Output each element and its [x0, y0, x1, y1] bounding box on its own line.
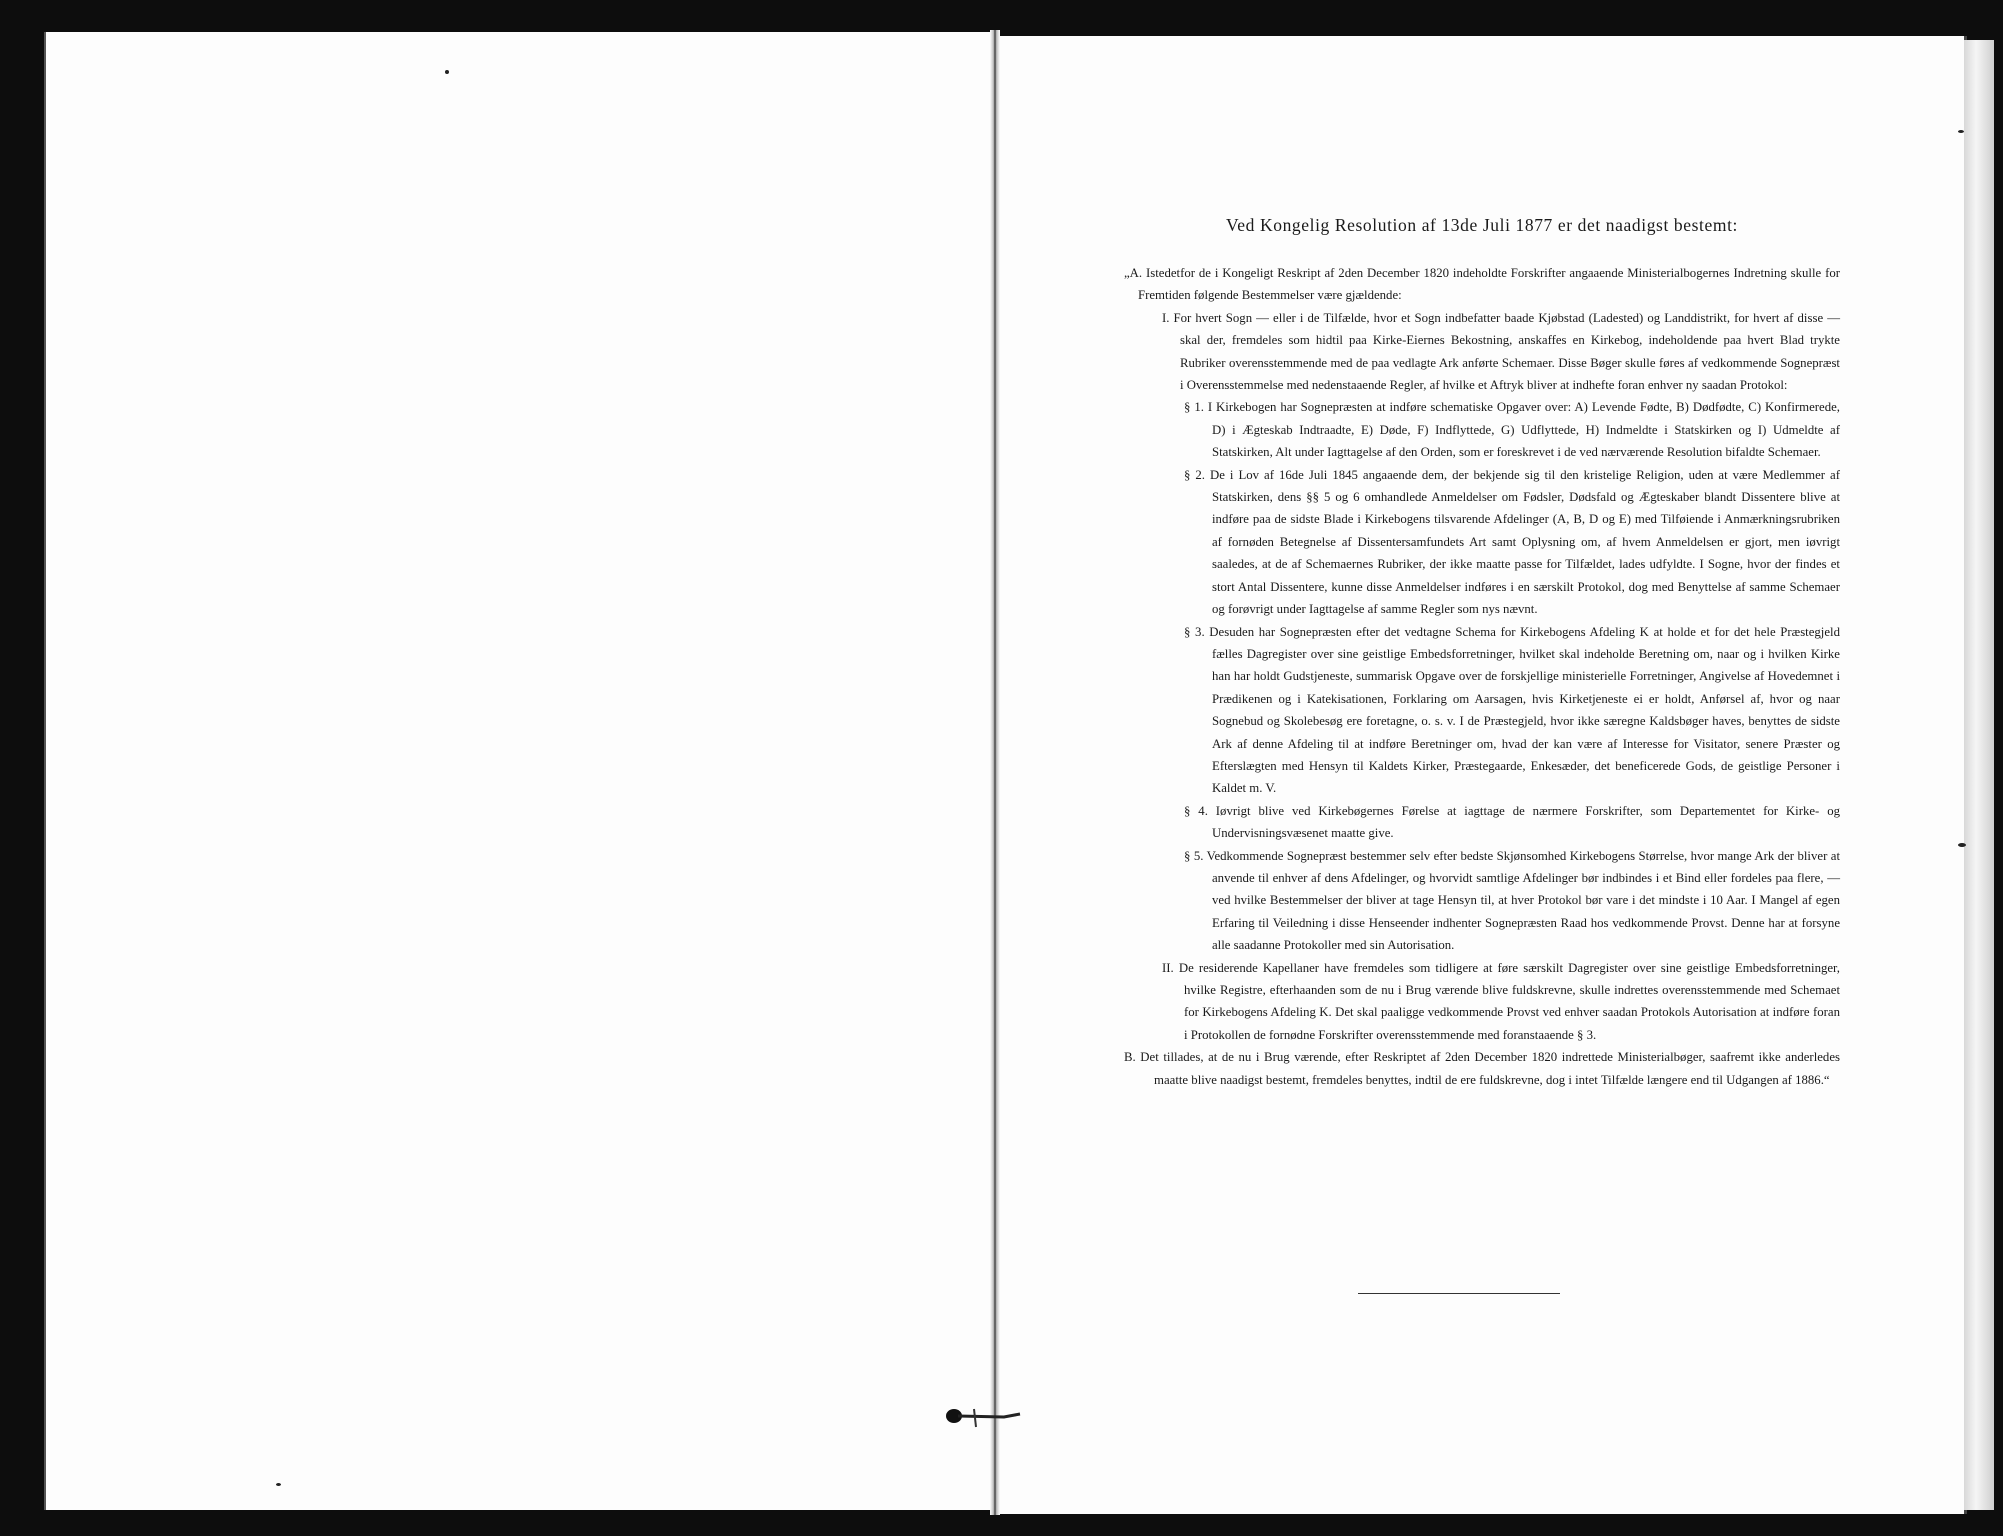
book-spine	[990, 30, 1000, 1515]
closing-rule	[1358, 1293, 1560, 1294]
section-3: § 3. Desuden har Sognepræsten efter det vedtagne Schema for Kirkebogens Afdeling K at holde et for det hele Præstegjeld fælles Dagregister over sine geistlige Embedsforretninger, hvilket skal indeholde Beretning om, naar og i hvilken Kirke han har holdt Gudstjeneste, summarisk Opgave over de forskjellige ministerielle Forretninger, Angivelse af Hovedemnet i Prædikenen og i Katekisationen, Forklaring om Aarsagen, hvis Kirketjeneste ei er holdt, Anførsel af, hvor og naar Sognebud og Skolebesøg ere foretagne, o. s. v. I de Præstegjeld, hvor ikke særegne Kaldsbøger haves, benyttes de sidste Ark af denne Afdeling til at indføre Beretninger om, hvad der kan være af Interesse for Visitator, senere Præster og Efterslægten med Hensyn til Kaldets Kirker, Præstegaarde, Enkesæder, det beneficerede Gods, de geistlige Personer i Kaldet m. V.	[1184, 624, 1840, 796]
speck	[276, 1483, 281, 1486]
speck	[445, 70, 449, 74]
paragraph-a: „A. Istedetfor de i Kongeligt Reskript af 2den December 1820 indeholdte Forskrifter angaaende Ministerialbogernes Indretning skulle for Fremtiden følgende Bestemmelser være gjældende:	[1124, 266, 1840, 303]
left-page-blank	[44, 32, 992, 1510]
binding-clip-icon	[944, 1405, 1024, 1431]
section-2: § 2. De i Lov af 16de Juli 1845 angaaende dem, der bekjende sig til den kristelige Religion, uden at være Medlemmer af Statskirken, dens §§ 5 og 6 omhandlede Anmeldelser om Fødsler, Dødsfald og Ægteskaber blandt Dissentere blive at indføre paa de sidste Blade i Kirkebogens tilsvarende Afdelinger (A, B, D og E) med Tilføiende i Anmærkningsrubriken af fornøden Betegnelse af Dissentersamfundets Art samt Oplysning om, af hvem Anmeldelsen er gjort, men iøvrigt saaledes, at de af Schemaernes Rubriker, der ikke maatte passe for Tilfældet, lades udfyldte. I Sogne, hvor der findes et stort Antal Dissentere, kunne disse Anmeldelser indføres i en særskilt Protokol, dog med Benyttelse af samme Schemaer og forøvrigt under Iagttagelse af samme Regler som nys nævnt.	[1184, 467, 1840, 617]
faint-show-through-stamp	[426, 502, 646, 542]
paragraph-i: I. For hvert Sogn — eller i de Tilfælde, hvor et Sogn indbefatter baade Kjøbstad (Ladested) og Landdistrikt, for hvert af disse — skal der, fremdeles som hidtil paa Kirke-Eiernes Bekostning, anskaffes en Kirkebog, indeholdende paa hvert Blad trykte Rubriker overensstemmende med de paa vedlagte Ark anførte Schemaer. Disse Bøger skulle føres af vedkommende Sognepræst i Overensstemmelse med nedenstaaende Regler, af hvilke et Aftryk bliver at indhefte foran enhver ny saadan Protokol:	[1162, 310, 1840, 393]
edge-mark	[1958, 130, 1964, 133]
edge-mark	[1958, 843, 1966, 847]
section-5: § 5. Vedkommende Sognepræst bestemmer selv efter bedste Skjønsomhed Kirkebogens Størrelse, hvor mange Ark der bliver at anvende til enhver af dens Afdelinger, og hvorvidt samtlige Afdelinger bør indbindes i et Bind eller fordeles paa flere, — ved hvilke Bestemmelser der bliver at tage Hensyn til, at hver Protokol bør vare i det mindste i 10 Aar. I Mangel af egen Erfaring til Veiledning i disse Henseender indhenter Sognepræsten Raad hos vedkommende Provst. Denne har at forsyne alle saadanne Protokoller med sin Autorisation.	[1184, 848, 1840, 953]
document-title: Ved Kongelig Resolution af 13de Juli 1877 er det naadigst bestemt:	[1225, 215, 1738, 235]
section-4: § 4. Iøvrigt blive ved Kirkebøgernes Førelse at iagttage de nærmere Forskrifter, som Departementet for Kirke- og Undervisningsvæsenet maatte give.	[1184, 803, 1840, 841]
resolution-text	[1124, 262, 1840, 1091]
paragraph-b: B. Det tillades, at de nu i Brug værende, efter Reskriptet af 2den December 1820 indrettede Ministerialbøger, saafremt ikke anderledes maatte blive naadigst bestemt, fremdeles benyttes, indtil de ere fuldskrevne, dog i intet Tilfælde længere end til Udgangen af 1886.“	[1124, 1050, 1840, 1087]
section-1: § 1. I Kirkebogen har Sognepræsten at indføre schematiske Opgaver over: A) Levende Fødte, B) Dødfødte, C) Konfirmerede, D) i Ægteskab Indtraadte, E) Døde, F) Indflyttede, G) Udflyttede, H) Indmeldte i Statskirken og I) Udmeldte af Statskirken, Alt under Iagttagelse af den Orden, som er foreskrevet i de ved nærværende Resolution bifaldte Schemaer.	[1184, 400, 1840, 460]
page-edge-stack	[1964, 40, 1994, 1510]
paragraph-ii: II. De residerende Kapellaner have fremdeles som tidligere at føre særskilt Dagregister over sine geistlige Embedsforretninger, hvilke Registre, efterhaanden som de nu i Brug værende blive fuldskrevne, skulle indrettes overensstemmende med Schemaet for Kirkebogens Afdeling K. Det skal paaligge vedkommende Provst ved enhver saadan Protokols Autorisation at indføre foran i Protokollen de fornødne Forskrifter overensstemmende med foranstaaende § 3.	[1162, 960, 1840, 1042]
